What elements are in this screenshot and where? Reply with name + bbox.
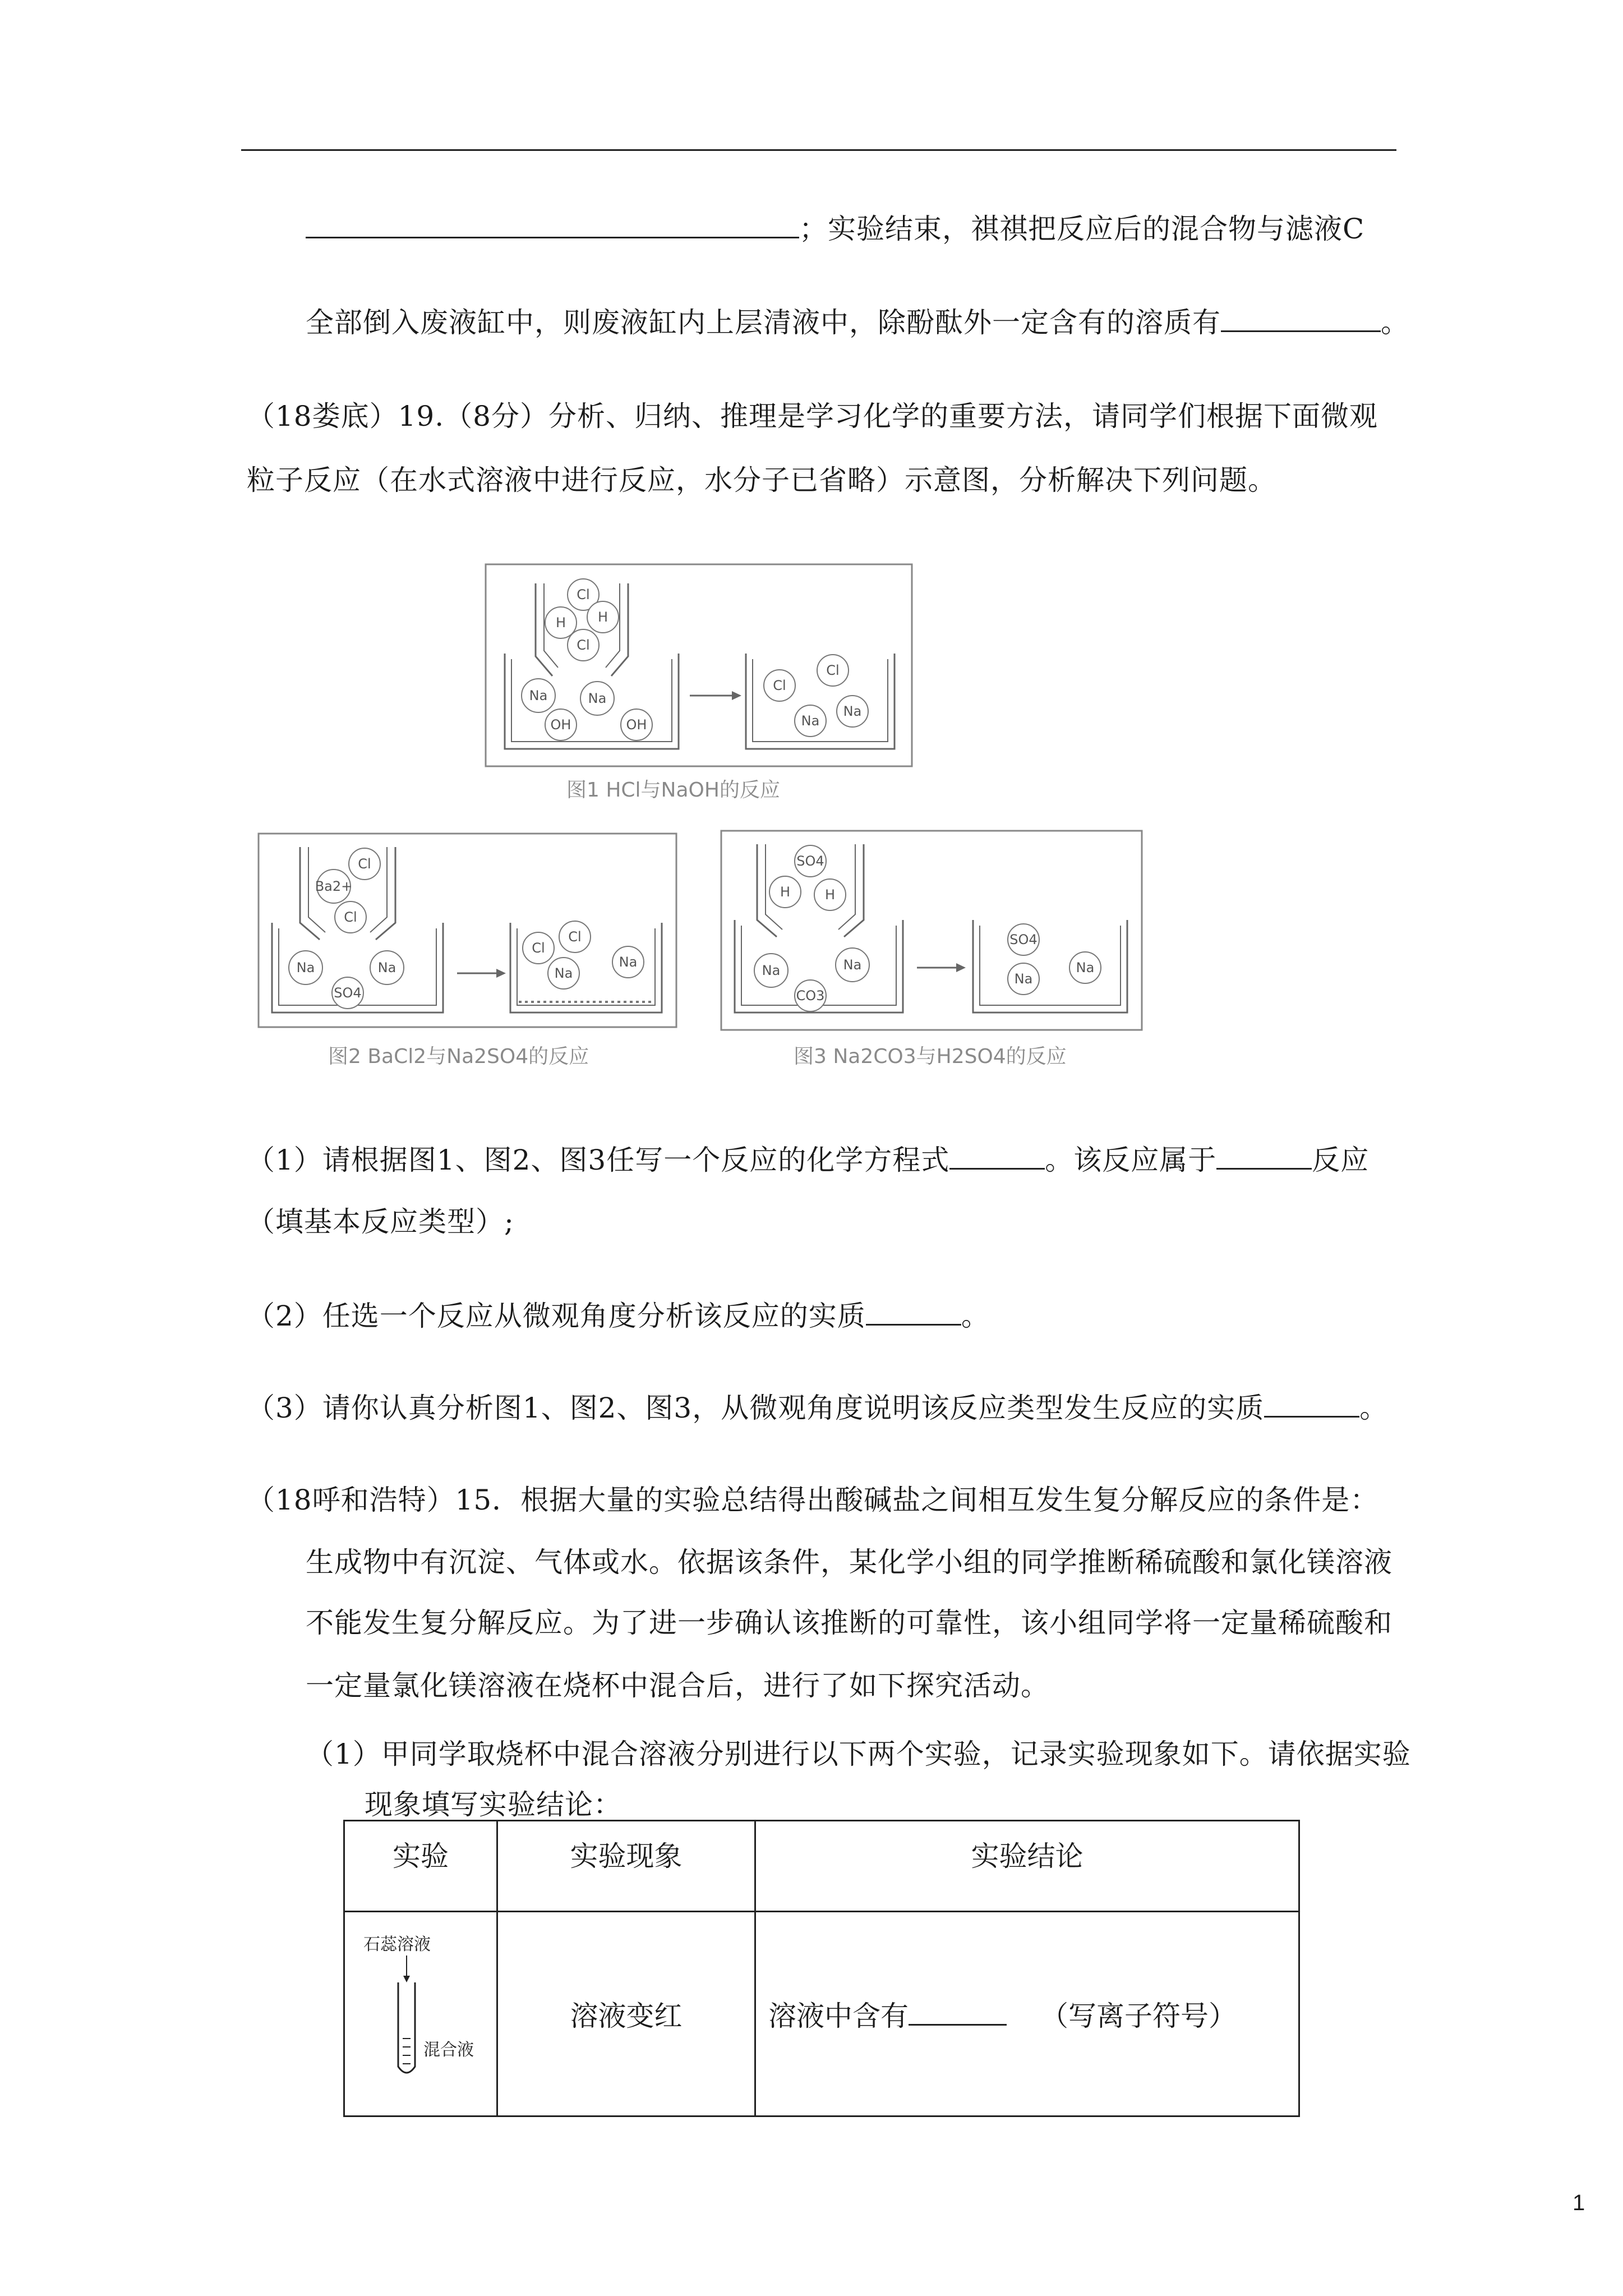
answer-blank[interactable]: [909, 2024, 1007, 2026]
ion-so4: SO4: [796, 853, 824, 869]
ion-na: Na: [554, 965, 573, 981]
figure-3-diagram: [718, 827, 1155, 1077]
ion-na: Na: [377, 960, 396, 976]
sub-question-1-note: （填基本反应类型）;: [247, 1205, 514, 1238]
answer-blank[interactable]: [1221, 330, 1381, 332]
answer-blank[interactable]: [1264, 1416, 1359, 1418]
ion-cl: Cl: [532, 940, 545, 956]
text-line-2: 全部倒入废液缸中，则废液缸内上层清液中，除酚酞外一定含有的溶质有 。: [306, 306, 1409, 339]
answer-blank[interactable]: [866, 1324, 961, 1326]
col-header-conclusion: 实验结论: [755, 1821, 1299, 1912]
sub-question-1: （1）请根据图1、图2、图3任写一个反应的化学方程式 。该反应属于 反应: [247, 1144, 1370, 1176]
ion-h: H: [555, 615, 566, 631]
ion-na: Na: [296, 960, 315, 976]
table-header-row: [344, 1821, 1299, 1912]
question-15-line-3: 不能发生复分解反应。为了进一步确认该推断的可靠性，该小组同学将一定量稀硫酸和: [306, 1607, 1393, 1639]
question-19-line-1: （18娄底）19.（8分）分析、归纳、推理是学习化学的重要方法，请同学们根据下面微观: [247, 400, 1378, 432]
ion-h: H: [780, 884, 791, 900]
ion-so4: SO4: [1009, 932, 1038, 947]
mixture-label: 混合液: [423, 2040, 474, 2060]
question-15-line-1: （18呼和浩特）15．根据大量的实验总结得出酸碱盐之间相互发生复分解反应的条件是：: [247, 1484, 1379, 1516]
ion-na: Na: [529, 688, 548, 703]
text-line-1: ；实验结束，祺祺把反应后的混合物与滤液C: [306, 212, 1364, 246]
phenomenon-cell: 溶液变红: [497, 1912, 755, 2116]
ion-ba: Ba2+: [315, 878, 353, 894]
experiment-cell: [344, 1912, 497, 2116]
figure-2-diagram: [255, 830, 693, 1077]
ion-cl: Cl: [577, 637, 590, 653]
sub-question-3: （3）请你认真分析图1、图2、图3，从微观角度说明该反应类型发生反应的实质 。: [247, 1392, 1389, 1424]
figure-1-diagram: [482, 561, 920, 825]
ion-cl: Cl: [826, 662, 840, 678]
experiment-table: [343, 1820, 1300, 2117]
question-19-line-2: 粒子反应（在水式溶液中进行反应，水分子已省略）示意图，分析解决下列问题。: [247, 464, 1276, 496]
ion-so4: SO4: [334, 985, 362, 1001]
ion-cl: Cl: [344, 909, 357, 925]
ion-cl: Cl: [568, 929, 582, 945]
ion-h: H: [597, 609, 608, 625]
col-header-phenomenon: 实验现象: [497, 1821, 755, 1912]
ion-na: Na: [1014, 971, 1033, 987]
reagent-label: 石蕊溶液: [363, 1935, 431, 1954]
test-tube-icon: [398, 1982, 415, 2073]
question-15-part-1-line-2: 现象填写实验结论：: [365, 1788, 622, 1821]
ion-na: Na: [619, 954, 638, 970]
ion-na: Na: [801, 713, 820, 729]
figure-3-caption: 图3 Na2CO3与H2SO4的反应: [794, 1045, 1067, 1068]
table-row: [344, 1912, 1299, 2116]
question-15-line-4: 一定量氯化镁溶液在烧杯中混合后，进行了如下探究活动。: [306, 1669, 1049, 1702]
ion-na: Na: [843, 957, 862, 973]
ion-cl: Cl: [358, 856, 371, 872]
ion-na: Na: [1076, 960, 1095, 976]
answer-blank[interactable]: [306, 237, 799, 238]
ion-h: H: [824, 887, 836, 903]
page-number: 1: [1573, 2191, 1585, 2215]
ion-na: Na: [762, 963, 781, 978]
beaker: [973, 920, 1127, 1013]
sub-question-2: （2）任选一个反应从微观角度分析该反应的实质 。: [247, 1300, 990, 1332]
figure-frame: [259, 834, 676, 1027]
figure-frame: [721, 831, 1142, 1030]
figure-2-caption: 图2 BaCl2与Na2SO4的反应: [328, 1045, 589, 1068]
ion-cl: Cl: [577, 587, 590, 602]
header-rule: [241, 149, 1396, 151]
conclusion-cell: 溶液中含有 （写离子符号）: [755, 1912, 1299, 2116]
ion-oh: OH: [626, 717, 647, 733]
question-15-part-1-line-1: （1）甲同学取烧杯中混合溶液分别进行以下两个实验，记录实验现象如下。请依据实验: [306, 1738, 1411, 1770]
question-15-line-2: 生成物中有沉淀、气体或水。依据该条件，某化学小组的同学推断稀硫酸和氯化镁溶液: [306, 1546, 1393, 1579]
ion-co3: CO3: [796, 988, 825, 1004]
col-header-experiment: 实验: [344, 1821, 497, 1912]
ion-cl: Cl: [773, 678, 786, 693]
ion-na: Na: [588, 691, 607, 706]
answer-blank[interactable]: [1216, 1168, 1312, 1170]
test-tube-diagram: [353, 1926, 488, 2095]
answer-blank[interactable]: [949, 1168, 1045, 1170]
figure-1-caption: 图1 HCl与NaOH的反应: [566, 779, 780, 802]
ion-oh: OH: [550, 717, 571, 733]
ion-na: Na: [843, 703, 862, 719]
